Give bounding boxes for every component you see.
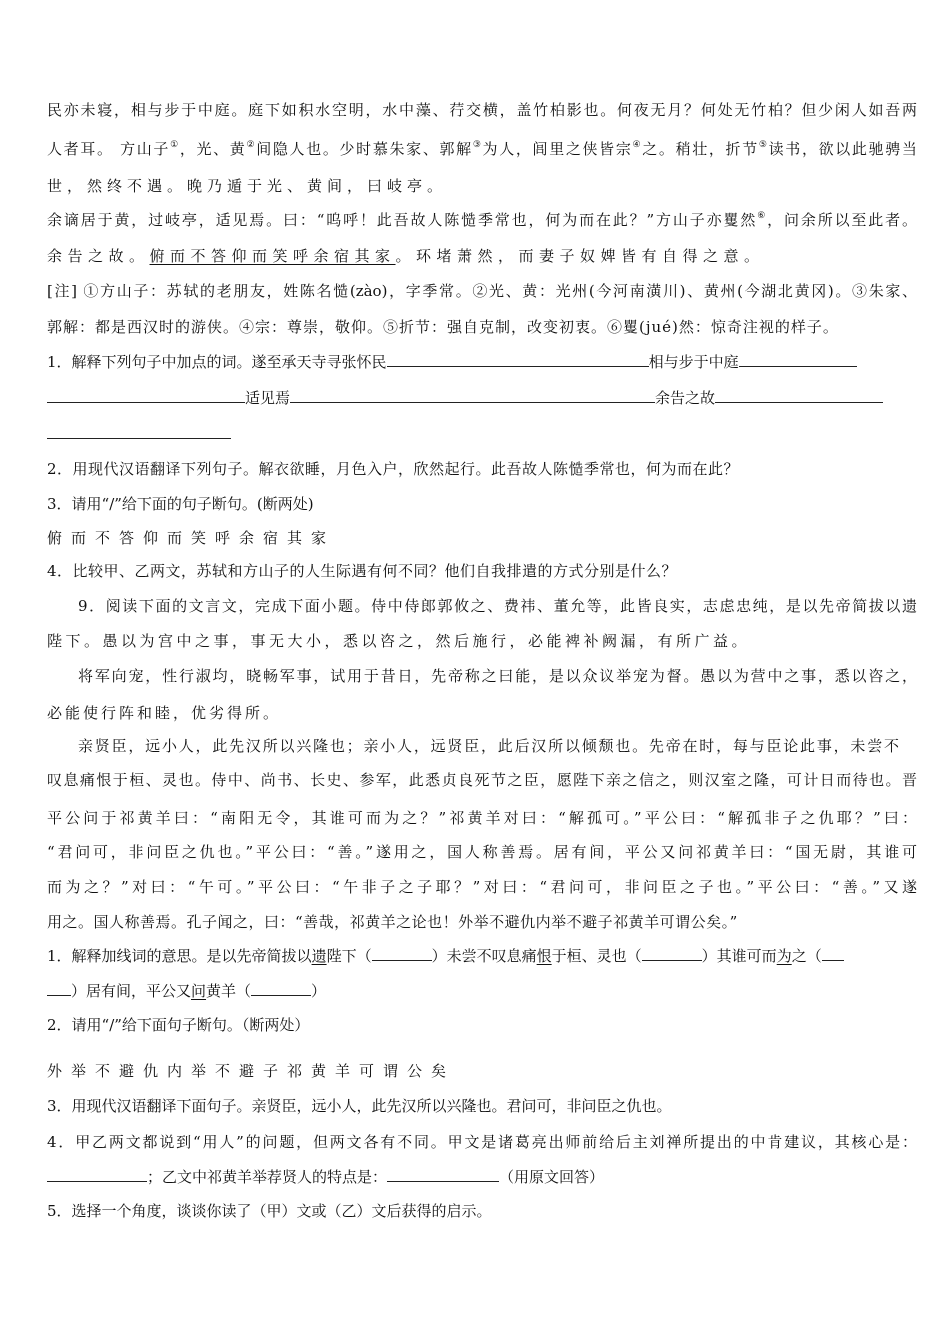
question-b5: 5．选择一个角度，谈谈你读了（甲）文或（乙）文后获得的启示。 [47,1202,492,1220]
answer-blank[interactable] [290,388,655,403]
answer-blank[interactable] [739,352,857,367]
passage-a-line [47,139,917,159]
passage-b-line: 而为之？”对曰：“午可。”平公曰：“午非子之子耶？”对曰：“君问可，非问臣之子也。”平公曰：“善。”又遂 [47,878,917,896]
q-item: 遂至承天寺寻张怀民 [251,353,387,371]
passage-a-line: 民亦未寝，相与步于中庭。庭下如积水空明，水中藻、荇交横，盖竹柏影也。何夜无月？何处无竹柏？但少闲人如吾两 [47,101,917,119]
text: 间隐人也。少时慕朱家、郭解 [256,140,473,158]
answer-blank[interactable] [822,946,844,961]
underlined-word: 问 [191,982,207,1000]
text: 黄羊（ [206,982,252,1000]
text: 之（ [791,947,822,965]
text: 人者耳。 方山子 [47,140,171,158]
question-a1 [47,352,857,372]
question-a2: 2．用现代汉语翻译下列句子。解衣欲睡，月色入户，欣然起行。此吾故人陈慥季常也，何为而在此？ [47,460,740,478]
footnote-mark: ⑥ [757,211,768,221]
answer-blank[interactable] [47,388,245,403]
text: 之。稍壮，折节 [642,140,759,158]
answer-blank[interactable] [372,946,432,961]
question-b1-cont [47,981,326,1001]
passage-a-line: 世，然终不遇。晚乃遁于光、黄间，曰岐亭。 [47,177,448,195]
passage-b-line: 叹息痛恨于桓、灵也。侍中、尚书、长史、参军，此悉贞良死节之臣，愿陛下亲之信之，则汉室之隆，可计日而待也。晋 [47,771,917,789]
footnote-mark: ③ [472,140,483,150]
question-text: 1．解释下列句子中加点的词。 [47,353,252,371]
footnote-mark: ④ [632,140,643,150]
q-item: 适见焉 [245,389,291,407]
question-b2: 2．请用“/”给下面句子断句。（断两处） [47,1016,310,1034]
passage-b-line: “君问可，非问臣之仇也。”平公曰：“善。”遂用之，国人称善焉。居有间，平公又问祁黄羊曰：“国无尉，其谁可 [47,843,917,861]
text: 陛下（ [326,947,372,965]
text: 。环堵萧然，而妻子奴婢皆有自得之意。 [395,247,765,265]
text: ） [701,947,717,965]
text: 余谪居于黄，过岐亭，适见焉。曰：“呜呼！此吾故人陈慥季常也，何为而在此？”方山子亦矍然 [47,211,758,229]
answer-blank[interactable] [47,424,231,439]
question-b4: 4．甲乙两文都说到“用人”的问题，但两文各有不同。甲文是诸葛亮出师前给后主刘禅所提出的中肯建议，其核心是： [47,1133,917,1151]
text: ） [311,982,327,1000]
question-b1 [47,946,844,966]
footnote-mark: ① [170,140,180,150]
footnote-mark: ② [246,140,257,150]
text: 为人，闾里之侠皆宗 [482,140,633,158]
footnote-mark: ⑤ [758,140,769,150]
question-text: 1．解释加线词的意思。 [47,947,207,965]
text: 未尝不叹息痛 [446,947,537,965]
passage-a-line [47,246,765,266]
sentence-to-punctuate: 外举不避仇内举不避子祁黄羊可谓公矣 [47,1062,456,1080]
question-a1-cont [47,388,883,408]
question-a3: 3．请用“/”给下面的句子断句。(断两处) [47,495,314,513]
text: ，问余所以至此者。 [767,211,917,229]
annotation: [注] ①方山子：苏轼的老朋友，姓陈名慥(zào)，字季常。②光、黄：光州(今河南潢川)、黄州(今湖北黄冈)。③朱家、 [47,282,917,300]
question-a1-cont [47,424,231,444]
text: 读书，欲以此驰骋当 [768,140,917,158]
answer-blank[interactable] [251,981,311,996]
answer-blank[interactable] [47,981,71,996]
q-item: 余告之故 [655,389,716,407]
text: ，光、黄 [179,140,247,158]
text: ）居有间，平公又 [71,982,192,1000]
passage-b-line: 陛下。愚以为宫中之事，事无大小，悉以咨之，然后施行，必能裨补阙漏，有所广益。 [47,632,751,650]
passage-b-line: 亲贤臣，远小人，此先汉所以兴隆也；亲小人，远贤臣，此后汉所以倾颓也。先帝在时，每与臣论此事，未尝不 [78,737,899,755]
text: ；乙文中祁黄羊举荐贤人的特点是： [147,1168,388,1186]
text: （用原文回答） [499,1168,605,1186]
text: 其谁可而 [716,947,777,965]
answer-blank[interactable] [642,946,702,961]
text: 余告之故。 [47,247,150,265]
answer-blank[interactable] [387,1167,499,1182]
underlined-word: 遗 [311,947,327,965]
underlined-sentence: 俯而不答仰而笑呼余宿其家 [149,247,396,265]
passage-b-line: 用之。国人称善焉。孔子闻之，曰：“善哉，祁黄羊之论也！外举不避仇内举不避子祁黄羊可谓公矣。” [47,913,738,931]
underlined-word: 恨 [536,947,552,965]
annotation: 郭解：都是西汉时的游侠。④宗：尊崇，敬仰。⑤折节：强自克制，改变初衷。⑥矍(jué)然：惊奇注视的样子。 [47,318,839,336]
text: 是以先帝简拔以 [206,947,312,965]
answer-blank[interactable] [387,352,649,367]
q-item: 相与步于中庭 [648,353,739,371]
passage-b-line: 9．阅读下面的文言文，完成下面小题。侍中侍郎郭攸之、费祎、董允等，此皆良实，志虑忠纯，是以先帝简拔以遗 [78,597,917,615]
question-b3: 3．用现代汉语翻译下面句子。亲贤臣，远小人，此先汉所以兴隆也。君问可，非问臣之仇也。 [47,1097,672,1115]
underlined-word: 为 [776,947,792,965]
text: 于桓、灵也（ [551,947,642,965]
passage-a-line [47,210,917,230]
text: ） [431,947,447,965]
answer-blank[interactable] [47,1167,147,1182]
passage-b-line: 将军向宠，性行淑均，晓畅军事，试用于昔日，先帝称之曰能，是以众议举宠为督。愚以为营中之事，悉以咨之， [78,667,917,685]
passage-b-line: 必能使行阵和睦，优劣得所。 [47,704,282,722]
sentence-to-punctuate: 俯而不答仰而笑呼余宿其家 [47,529,336,547]
question-b4-cont [47,1167,604,1187]
passage-b-line: 平公问于祁黄羊曰：“南阳无令，其谁可而为之？”祁黄羊对曰：“解孤可。”平公曰：“解孤非子之仇耶？”曰： [47,809,917,827]
answer-blank[interactable] [715,388,883,403]
question-a4: 4．比较甲、乙两文，苏轼和方山子的人生际遇有何不同？他们自我排遣的方式分别是什么？ [47,562,678,580]
